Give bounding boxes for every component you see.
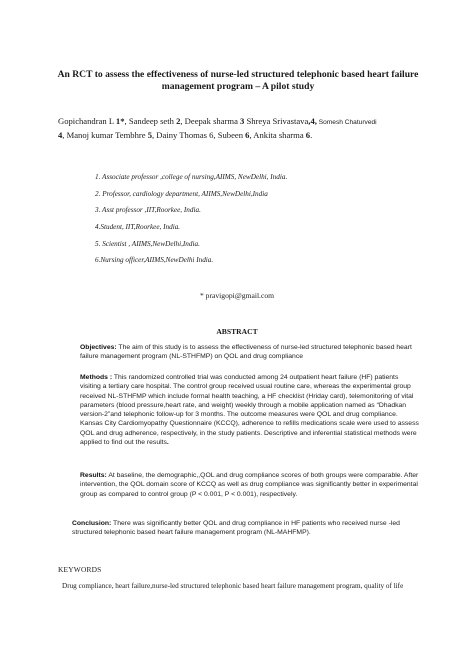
results-label: Results: — [80, 472, 107, 479]
conclusion-label: Conclusion: — [72, 520, 112, 527]
author-list-end: . — [310, 130, 313, 140]
abstract-results — [80, 471, 420, 499]
author-mark: 1* — [115, 116, 125, 126]
author-mark: 3 — [240, 116, 245, 126]
abstract-conclusion — [72, 519, 424, 538]
author-mark: 6 — [245, 130, 250, 140]
keywords-text: Drug compliance, heart failure,nurse-led structured telephonic based heart failure management program, quality of life — [62, 582, 404, 590]
methods-text: This randomized controlled trial was conducted among 24 outpatient heart failure (HF) patients visiting a tertiary care hospital. The control group received usual routine care, whereas the experimental group received NL-STHFMP which include formal health teaching, a HF checklist (Hriday card), telemonitoring of vital parameters (blood pressure,heart rate, and weight) weekly through a mobile application named as “Dhadkan version-2”and telephonic follow-up for 3 months. The outcome measures were QOL and drug compliance. Kansas City Cardiomyopathy Questionnaire (KCCQ), adherence to refills medications scale were used to assess QOL and drug adherence, respectively, in the study patients. Descriptive and inferential statistical methods were applied to find out the results — [80, 374, 419, 447]
affiliation-list — [95, 172, 415, 272]
methods-end: . — [166, 439, 169, 447]
affiliation-item: 5. Scientist , AIIMS,NewDelhi,India. — [95, 239, 200, 248]
author-name: Gopichandran L — [58, 116, 116, 126]
affiliation-item: 1. Associate professor ,college of nursing,AIIMS, NewDelhi, India. — [95, 173, 288, 181]
author-name: Somesh Chaturvedi — [316, 119, 377, 126]
author-mark: ,4, — [308, 116, 317, 126]
affiliation-item: 4.Student, IIT,Roorkee, India. — [95, 223, 181, 232]
author-name: , Ankita sharma — [249, 130, 306, 140]
conclusion-text: There was significantly better QOL and drug compliance in HF patients who received nurse -led structured telephonic based heart failure management program (NL-MAHFMP). — [72, 520, 400, 537]
author-name: , Dainy Thomas 6, Subeen — [152, 130, 246, 140]
affiliation-item: 2. Professor, cardiology department, AIIMS,NewDelhi,India — [95, 189, 268, 198]
keywords-heading: KEYWORDS — [58, 565, 102, 574]
author-name: , Sandeep seth — [124, 116, 177, 126]
methods-label: Methods : — [80, 374, 113, 381]
author-mark: 5 — [147, 130, 152, 140]
author-mark: 6 — [305, 130, 311, 140]
paper-title: An RCT to assess the effectiveness of nurse-led structured telephonic based heart failure management program – A pilot study — [57, 69, 419, 92]
corresponding-email: * pravigopi@gmail.com — [199, 291, 275, 300]
objectives-text: The aim of this study is to assess the effectiveness of nurse-led structured telephonic based heart failure management program (NL-STHFMP) on QOL and drug compliance — [80, 344, 412, 361]
author-mark: 2 — [176, 116, 181, 126]
author-mark: 4 — [58, 130, 63, 140]
abstract-methods — [80, 373, 420, 447]
results-text: At baseline, the demographic,,QOL and drug compliance scores of both groups were comparable. After intervention, the QOL domain score of KCCQ as well as drug compliance was significantly better in experimental group as compared to control group (P < 0.001, P < 0.001), respectively. — [80, 472, 419, 498]
abstract-heading: ABSTRACT — [216, 327, 258, 336]
author-name: Shreya Srivastava — [244, 116, 309, 126]
author-name: , Manoj kumar Tembhre — [62, 130, 148, 140]
abstract-objectives — [80, 343, 420, 362]
author-list — [58, 115, 448, 142]
affiliation-item: 6.Nursing officer,AIIMS,NewDelhi India. — [95, 256, 214, 265]
objectives-label: Objectives: — [80, 344, 117, 351]
author-name: , Deepak sharma — [180, 116, 241, 126]
affiliation-item: 3. Asst professor ,IIT,Roorkee, India. — [95, 206, 201, 215]
